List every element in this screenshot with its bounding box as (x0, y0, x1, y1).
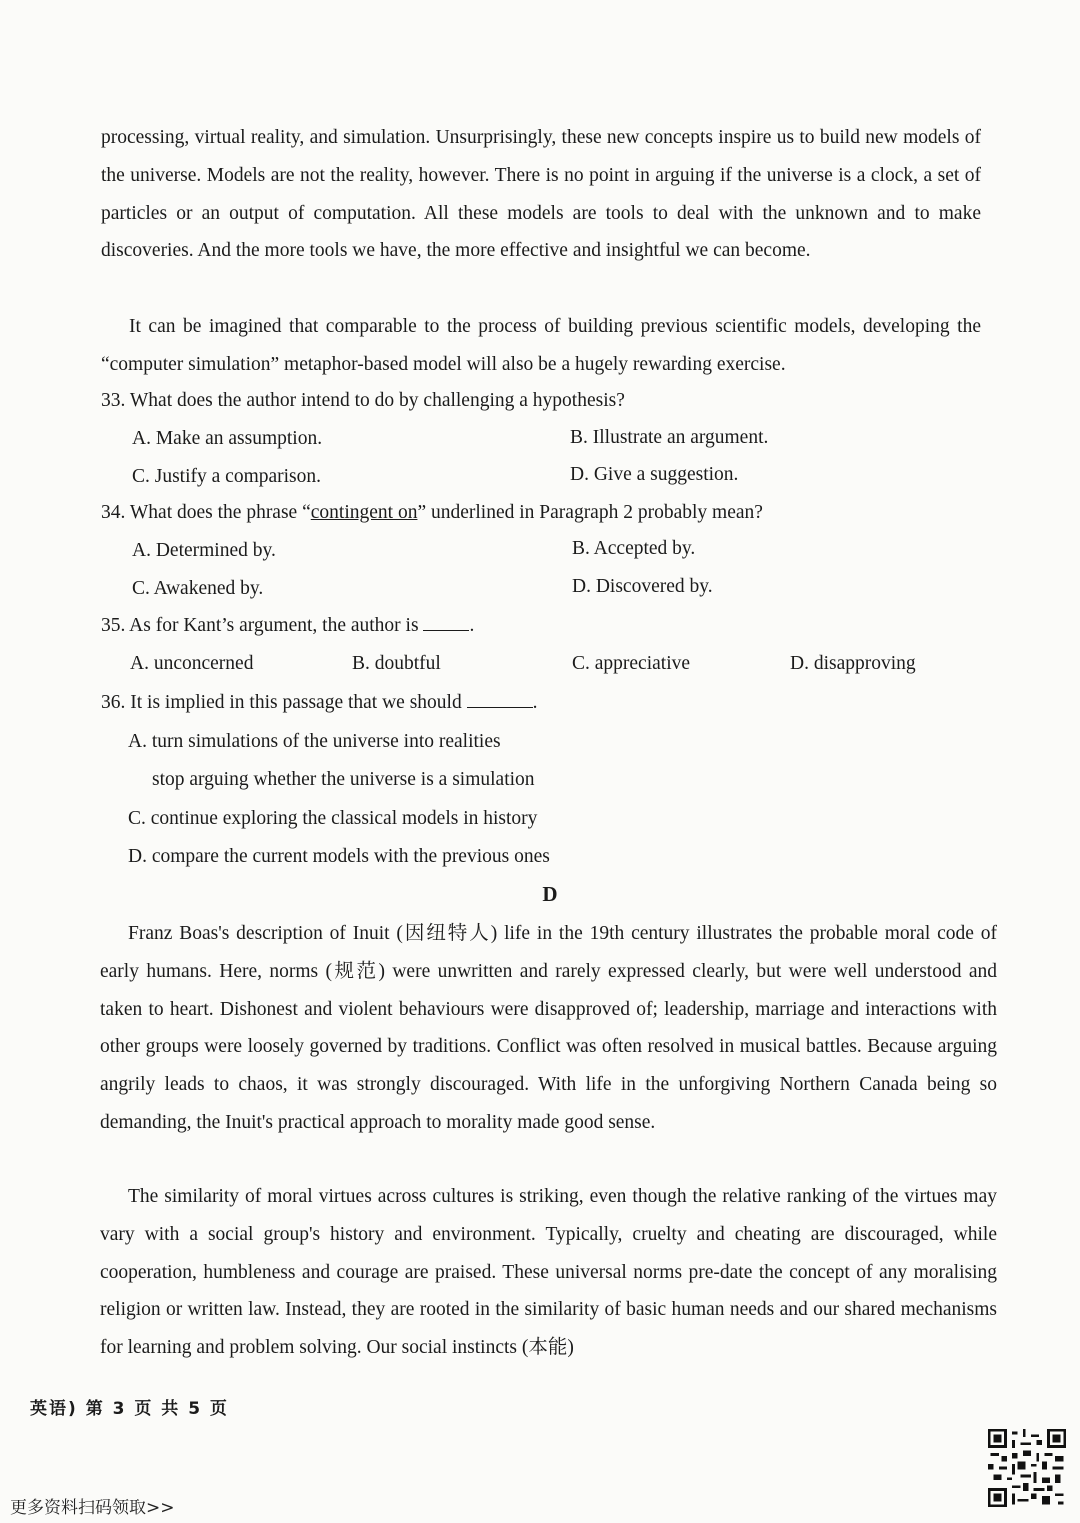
question-36-stem-start: 36. It is implied in this passage that we should (101, 692, 462, 713)
question-36-stem (101, 689, 537, 717)
qr-code-icon[interactable] (988, 1429, 1066, 1507)
more-materials-link[interactable]: 更多资料扫码领取>> (10, 1498, 175, 1518)
answer-blank (423, 612, 469, 631)
passage-d-paragraph-1 (100, 915, 997, 1142)
section-heading-d: D (542, 882, 558, 906)
question-35-stem (101, 612, 474, 640)
passage-c-paragraph-end: processing, virtual reality, and simulation. Unsurprisingly, these new concepts inspire us to build new models of the universe. Models are not the reality, however. There is no point in arguing if the universe is a clock, a set of particles or an output of computation. All these models are tools to deal with the unknown and to make discoveries. And the more tools we have, the more effective and insightful we can become. (101, 127, 981, 262)
page-number-footer: 英语) 第 3 页 共 5 页 (30, 1399, 229, 1419)
question-35-option-b[interactable]: B. doubtful (352, 653, 441, 674)
passage-c-paragraph-last-text: It can be imagined that comparable to the process of building previous scientific models, developing the “computer simulation” metaphor-based model will also be a hugely rewarding exercise. (101, 316, 981, 375)
question-33-option-a[interactable]: A. Make an assumption. (132, 428, 323, 449)
question-33-option-d[interactable]: D. Give a suggestion. (570, 464, 739, 485)
question-36-option-d[interactable]: D. compare the current models with the previous ones (128, 846, 550, 867)
question-36-stem-end: . (532, 692, 538, 713)
question-34-stem-start: 34. What does the phrase “ (101, 502, 311, 523)
question-33-option-c[interactable]: C. Justify a comparison. (132, 466, 322, 487)
question-34-option-d[interactable]: D. Discovered by. (572, 576, 713, 597)
passage-d-paragraph-1-text: Franz Boas's description of Inuit (因纽特人) life in the 19th century illustrates the probable moral code of early humans. Here, norms (规范) were unwritten and rarely expressed clearly, but were well understood and taken to heart. Dishonest and violent behaviours were disapproved of; leadership, marriage and interactions with other groups were loosely governed by traditions. Conflict was often resolved in musical battles. Because arguing angrily leads to chaos, it was strongly discouraged. With life in the unforgiving Northern Canada being so demanding, the Inuit's practical approach to morality made good sense. (100, 923, 997, 1133)
passage-c-paragraph-last (101, 308, 981, 384)
question-34-stem-end: ” underlined in Paragraph 2 probably mean? (417, 502, 763, 523)
question-35-option-c[interactable]: C. appreciative (572, 653, 691, 674)
question-34-stem-phrase: contingent on (310, 502, 418, 523)
question-34-stem (101, 499, 763, 527)
answer-blank (467, 689, 533, 708)
question-34-option-c[interactable]: C. Awakened by. (132, 578, 264, 599)
question-35-stem-start: 35. As for Kant’s argument, the author is (101, 615, 419, 636)
question-35-option-a[interactable]: A. unconcerned (130, 653, 254, 674)
question-34-option-a[interactable]: A. Determined by. (132, 540, 276, 561)
question-35-option-d[interactable]: D. disapproving (790, 653, 916, 674)
question-36-option-c[interactable]: C. continue exploring the classical models in history (128, 808, 538, 829)
question-36-option-a[interactable]: A. turn simulations of the universe into realities (128, 731, 501, 752)
question-35-stem-end: . (469, 615, 475, 636)
question-33-option-b[interactable]: B. Illustrate an argument. (570, 427, 769, 448)
question-34-option-b[interactable]: B. Accepted by. (572, 538, 696, 559)
passage-d-paragraph-2-text: The similarity of moral virtues across cultures is striking, even though the relative ranking of the virtues may vary with a social group's history and environment. Typically, cruelty and cheating are discouraged, while cooperation, humbleness and courage are praised. These universal norms pre-date the concept of any moralising religion or written law. Instead, they are rooted in the similarity of basic human needs and our shared mechanisms for learning and problem solving. Our social instincts (本能) (100, 1186, 997, 1359)
question-33-stem: 33. What does the author intend to do by challenging a hypothesis? (101, 390, 625, 411)
question-36-option-b[interactable]: stop arguing whether the universe is a simulation (152, 769, 535, 790)
passage-d-paragraph-2 (100, 1178, 997, 1367)
